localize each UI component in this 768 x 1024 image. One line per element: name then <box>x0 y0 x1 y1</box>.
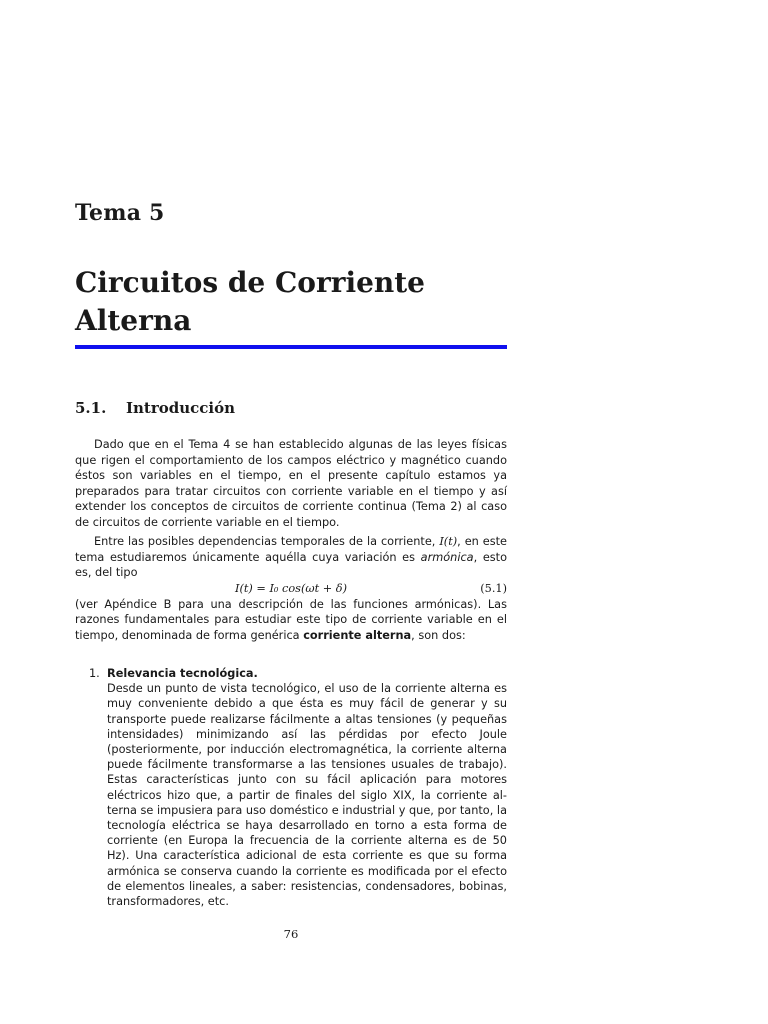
chapter-title-rule <box>75 345 507 349</box>
section-title: Introducción <box>126 399 236 417</box>
paragraph-2-text-b: , en este tema estudiaremos únicamente aquélla cuya variación es <box>75 535 507 564</box>
bold-corriente-alterna: corriente alterna <box>303 628 412 642</box>
paragraph-1: Dado que en el Tema 4 se han establecido algunas de las leyes físicas que rigen el comportamiento de los campos eléctrico y magnético cuando éstos son variables en el tiempo, en el presente capítulo estamos ya preparados para tratar circuitos con corriente variable en el tiempo y así extender los conceptos de circuitos de corriente continua (Tema 2) al caso de circuitos de corriente variable en el tiempo. <box>75 438 507 529</box>
paragraph-3-text-b: , son dos: <box>411 628 466 642</box>
list-item-title: Relevancia tecnológica. <box>107 667 258 680</box>
emphasis-armonica: armónica <box>420 550 474 564</box>
equation-expression: I(t) = I₀ cos(ωt + δ) <box>235 581 347 595</box>
inline-math-current: I(t) <box>439 535 458 548</box>
equation-number: (5.1) <box>480 581 507 595</box>
section-heading <box>75 399 235 417</box>
paragraph-3-text-a: (ver Apéndice B para una descripción de las funciones armónicas). Las razones fundamentales para estudiar este tipo de corriente variable en el tiempo, denominada de forma genérica <box>75 597 507 642</box>
section-number: 5.1. <box>75 399 107 417</box>
body-text <box>75 437 507 643</box>
page-number: 76 <box>283 927 299 941</box>
paragraph-3 <box>75 597 507 644</box>
chapter-label: Tema 5 <box>75 200 165 226</box>
list-item-marker: 1. <box>89 667 100 680</box>
enumerated-list <box>75 666 507 909</box>
paragraph-2-text-a: Entre las posibles dependencias temporales de la corriente, <box>94 535 440 548</box>
chapter-title: Circuitos de Corriente Alterna <box>75 266 425 337</box>
paragraph-2 <box>75 534 507 581</box>
document-page <box>75 0 507 1024</box>
equation-5-1 <box>75 581 507 597</box>
list-item <box>75 666 507 909</box>
paragraph-2-text-c: , esto es, del tipo <box>75 550 508 579</box>
list-item-text: Desde un punto de vista tecnológico, el uso de la corriente alterna es muy conveniente debido a que ésta es muy fácil de generar y su transporte puede realizarse fácilmente a altas tensiones (y pequeñas intensidades) minimizando así las pérdidas por efecto Joule (posteriormente, por inducción electromagnética, la corriente alterna puede fácilmente transformarse a las tensiones usuales de trabajo). Estas características junto con su fácil aplicación para motores eléctricos hizo que, a partir de finales del siglo XIX, la corriente alterna se impusiera para uso doméstico e industrial y que, por tanto, la tecnología eléctrica se haya desarrollado en torno a esta forma de corriente (en Europa la frecuencia de la corriente alterna es de 50 Hz). Una característica adicional de esta corriente es que su forma armónica se conserva cuando la corriente es modificada por el efecto de elementos lineales, a saber: resistencias, condensadores, bobinas, transformadores, etc. <box>107 682 507 909</box>
